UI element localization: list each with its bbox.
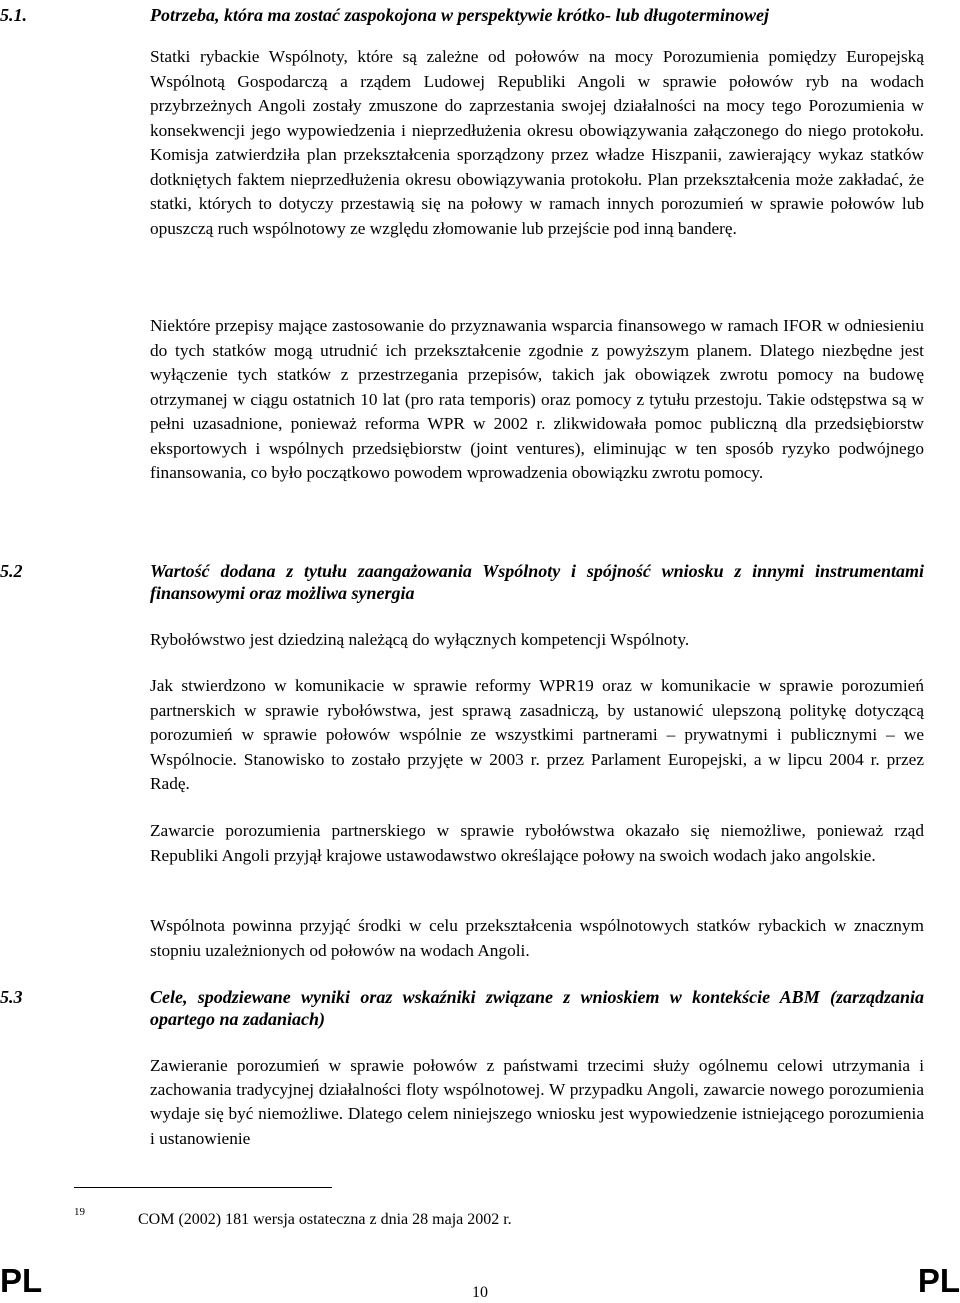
footnote-text: COM (2002) 181 wersja ostateczna z dnia 28 maja 2002 r. [138,1211,512,1228]
section-number: 5.2 [0,561,23,581]
footer-language-right: PL [917,1262,960,1299]
footnote-separator [74,1187,332,1188]
section-title: Wartość dodana z tytułu zaangażowania Wspólnoty i spójność wniosku z innymi instrumentami finansowymi oraz możliwa synergia [150,561,924,603]
section-title: Cele, spodziewane wyniki oraz wskaźniki związane z wnioskiem w kontekście ABM (zarządzania opartego na zadaniach) [150,987,924,1029]
paragraph-ships-dependent: Statki rybackie Wspólnoty, które są zależne od połowów na mocy Porozumienia pomiędzy Europejską Wspólnotą Gospodarczą a rządem Ludowej Republiki Angoli w sprawie połowów ryb na wodach przybrzeżnych Angoli zostały zmuszone do zaprzestania swojej działalności na mocy tego Porozumienia w konsekwencji jego wypowiedzenia i nieprzedłużenia okresu obowiązywania załączonego do niego protokołu. Komisja zatwierdziła plan przekształcenia sporządzony przez władze Hiszpanii, zawierający wykaz statków dotkniętych faktem nieprzedłużenia okresu obowiązywania protokołu. Plan przekształcenia może zakładać, że statki, których to dotyczy przestawią się na połowy w ramach innych porozumień w sprawie połowów lub opuszczą ruch wspólnotowy ze względu złomowanie lub przejście pod inną banderę. [150,47,924,238]
paragraph-community-measures: Wspólnota powinna przyjąć środki w celu przekształcenia wspólnotowych statków rybackich w znacznym stopniu uzależnionych od połowów na wodach Angoli. [150,916,924,960]
paragraph-exclusive-competence: Rybołówstwo jest dziedziną należącą do wyłącznych kompetencji Wspólnoty. [150,630,690,649]
paragraph-wpr-reform: Jak stwierdzono w komunikacie w sprawie reformy WPR19 oraz w komunikacie w sprawie porozumień partnerskich w sprawie rybołówstwa, jest sprawą zasadniczą, by ustanowić ulepszoną politykę dotyczącą porozumień w sprawie połowów wspólnie ze wszystkimi partnerami – prywatnymi i publicznymi – we Wspólnocie. Stanowisko to zostało przyjęte w 2003 r. przez Parlament Europejski, a w lipcu 2004 r. przez Radę. [150,676,924,793]
paragraph-agreement-objective: Zawieranie porozumień w sprawie połowów z państwami trzecimi służy ogólnemu celowi utrzymania i zachowania tradycyjnej działalności floty wspólnotowej. W przypadku Angoli, zawarcie nowego porozumienia wydaje się być niemożliwe. Dlatego celem niniejszego wniosku jest wypowiedzenie istniejącego porozumienia i ustanowienie [150,1056,924,1148]
footnote-marker: 19 [74,1206,85,1218]
paragraph-ifor-provisions: Niektóre przepisy mające zastosowanie do przyznawania wsparcia finansowego w ramach IFOR w odniesieniu do tych statków mogą utrudnić ich przekształcenie zgodnie z powyższym planem. Dlatego niezbędne jest wyłączenie tych statków z przestrzegania przepisów, takich jak obowiązek zwrotu pomocy na budowę otrzymanej w ciągu ostatnich 10 lat (pro rata temporis) oraz pomocy z tytułu przestoju. Takie odstępstwa są w pełni uzasadnione, ponieważ reforma WPR w 2002 r. zlikwidowała pomoc publiczną dla przedsiębiorstw eksportowych i wspólnych przedsiębiorstw (joint ventures), eliminując w ten sposób ryzyko podwójnego finansowania, co było początkowo powodem wprowadzenia obowiązku zwrotu pomocy. [150,316,924,482]
footer-language-left: PL [0,1262,43,1299]
section-title: Potrzeba, która ma zostać zaspokojona w perspektywie krótko- lub długoterminowej [150,5,770,25]
footer-page-number: 10 [472,1284,488,1301]
section-number: 5.3 [0,987,23,1007]
section-number: 5.1. [0,5,27,25]
paragraph-partnership-impossible: Zawarcie porozumienia partnerskiego w sprawie rybołówstwa okazało się niemożliwe, ponieważ rząd Republiki Angoli przyjął krajowe ustawodawstwo określające połowy na swoich wodach jako angolskie. [150,821,924,865]
